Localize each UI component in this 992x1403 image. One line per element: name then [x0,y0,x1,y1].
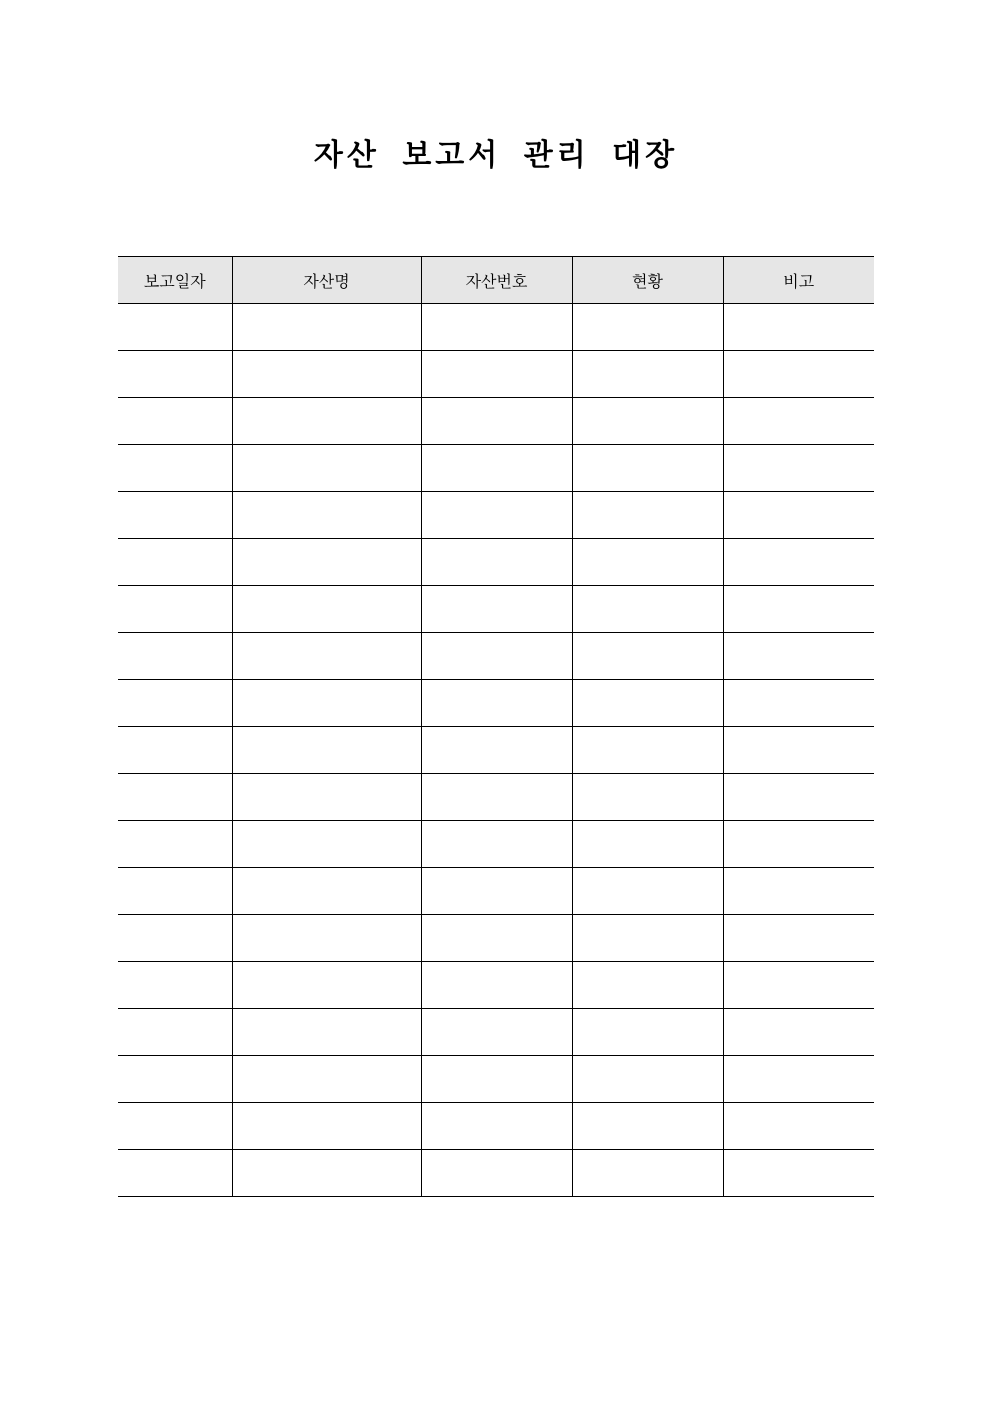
cell-asset-name[interactable] [232,398,421,445]
cell-asset-name[interactable] [232,1009,421,1056]
cell-asset-name[interactable] [232,586,421,633]
cell-status[interactable] [572,915,723,962]
cell-asset-number[interactable] [421,398,572,445]
cell-asset-name[interactable] [232,351,421,398]
cell-remarks[interactable] [723,1103,874,1150]
cell-asset-name[interactable] [232,727,421,774]
cell-asset-name[interactable] [232,1150,421,1197]
cell-remarks[interactable] [723,351,874,398]
cell-remarks[interactable] [723,821,874,868]
cell-status[interactable] [572,868,723,915]
cell-report-date[interactable] [118,868,232,915]
table-row [118,915,874,962]
cell-asset-number[interactable] [421,774,572,821]
cell-report-date[interactable] [118,304,232,351]
cell-remarks[interactable] [723,304,874,351]
cell-asset-number[interactable] [421,351,572,398]
cell-status[interactable] [572,539,723,586]
cell-asset-name[interactable] [232,539,421,586]
cell-asset-number[interactable] [421,821,572,868]
table-row [118,1150,874,1197]
cell-status[interactable] [572,445,723,492]
cell-report-date[interactable] [118,586,232,633]
table-row [118,962,874,1009]
cell-asset-number[interactable] [421,1103,572,1150]
table-row [118,1009,874,1056]
asset-report-table [118,256,874,1197]
cell-asset-number[interactable] [421,680,572,727]
cell-asset-name[interactable] [232,962,421,1009]
table-row [118,398,874,445]
cell-report-date[interactable] [118,915,232,962]
cell-status[interactable] [572,1056,723,1103]
cell-status[interactable] [572,1150,723,1197]
cell-report-date[interactable] [118,680,232,727]
cell-report-date[interactable] [118,351,232,398]
cell-asset-number[interactable] [421,915,572,962]
cell-asset-name[interactable] [232,915,421,962]
cell-asset-name[interactable] [232,445,421,492]
cell-remarks[interactable] [723,1056,874,1103]
cell-status[interactable] [572,351,723,398]
table-row [118,445,874,492]
cell-asset-number[interactable] [421,586,572,633]
cell-status[interactable] [572,398,723,445]
cell-status[interactable] [572,727,723,774]
cell-remarks[interactable] [723,727,874,774]
cell-asset-name[interactable] [232,680,421,727]
column-header-asset-number: 자산번호 [421,257,572,304]
table-row [118,586,874,633]
table-body [118,304,874,1197]
cell-status[interactable] [572,1103,723,1150]
cell-asset-name[interactable] [232,868,421,915]
cell-status[interactable] [572,633,723,680]
cell-remarks[interactable] [723,445,874,492]
cell-asset-name[interactable] [232,1103,421,1150]
cell-asset-number[interactable] [421,492,572,539]
cell-remarks[interactable] [723,962,874,1009]
cell-asset-number[interactable] [421,633,572,680]
cell-asset-number[interactable] [421,539,572,586]
cell-status[interactable] [572,492,723,539]
cell-remarks[interactable] [723,868,874,915]
cell-report-date[interactable] [118,539,232,586]
cell-report-date[interactable] [118,398,232,445]
column-header-remarks: 비고 [723,257,874,304]
cell-status[interactable] [572,1009,723,1056]
cell-status[interactable] [572,821,723,868]
table-row [118,774,874,821]
cell-report-date[interactable] [118,1150,232,1197]
column-header-status: 현황 [572,257,723,304]
cell-report-date[interactable] [118,774,232,821]
table-row [118,868,874,915]
cell-remarks[interactable] [723,539,874,586]
cell-remarks[interactable] [723,586,874,633]
cell-remarks[interactable] [723,492,874,539]
cell-asset-name[interactable] [232,1056,421,1103]
table-row [118,351,874,398]
cell-asset-name[interactable] [232,492,421,539]
cell-asset-name[interactable] [232,821,421,868]
cell-remarks[interactable] [723,633,874,680]
table-header-row [118,257,874,304]
cell-status[interactable] [572,962,723,1009]
cell-remarks[interactable] [723,680,874,727]
cell-asset-number[interactable] [421,1150,572,1197]
cell-asset-number[interactable] [421,868,572,915]
table-row [118,304,874,351]
table-row [118,727,874,774]
cell-report-date[interactable] [118,727,232,774]
cell-report-date[interactable] [118,1056,232,1103]
table-row [118,1056,874,1103]
table-row [118,1103,874,1150]
cell-report-date[interactable] [118,1103,232,1150]
cell-asset-number[interactable] [421,962,572,1009]
cell-report-date[interactable] [118,821,232,868]
cell-report-date[interactable] [118,492,232,539]
table-row [118,680,874,727]
column-header-report-date: 보고일자 [118,257,232,304]
page-title: 자산 보고서 관리 대장 [313,138,679,173]
cell-remarks[interactable] [723,1150,874,1197]
table-row [118,539,874,586]
cell-asset-name[interactable] [232,633,421,680]
cell-asset-name[interactable] [232,304,421,351]
cell-asset-number[interactable] [421,304,572,351]
table-row [118,633,874,680]
cell-remarks[interactable] [723,915,874,962]
cell-report-date[interactable] [118,962,232,1009]
column-header-asset-name: 자산명 [232,257,421,304]
cell-status[interactable] [572,774,723,821]
cell-remarks[interactable] [723,398,874,445]
cell-status[interactable] [572,680,723,727]
cell-asset-number[interactable] [421,1056,572,1103]
cell-report-date[interactable] [118,633,232,680]
cell-remarks[interactable] [723,1009,874,1056]
cell-asset-number[interactable] [421,445,572,492]
cell-asset-name[interactable] [232,774,421,821]
cell-report-date[interactable] [118,445,232,492]
table-row [118,492,874,539]
cell-status[interactable] [572,304,723,351]
table-row [118,821,874,868]
cell-asset-number[interactable] [421,1009,572,1056]
cell-remarks[interactable] [723,774,874,821]
cell-status[interactable] [572,586,723,633]
cell-asset-number[interactable] [421,727,572,774]
cell-report-date[interactable] [118,1009,232,1056]
